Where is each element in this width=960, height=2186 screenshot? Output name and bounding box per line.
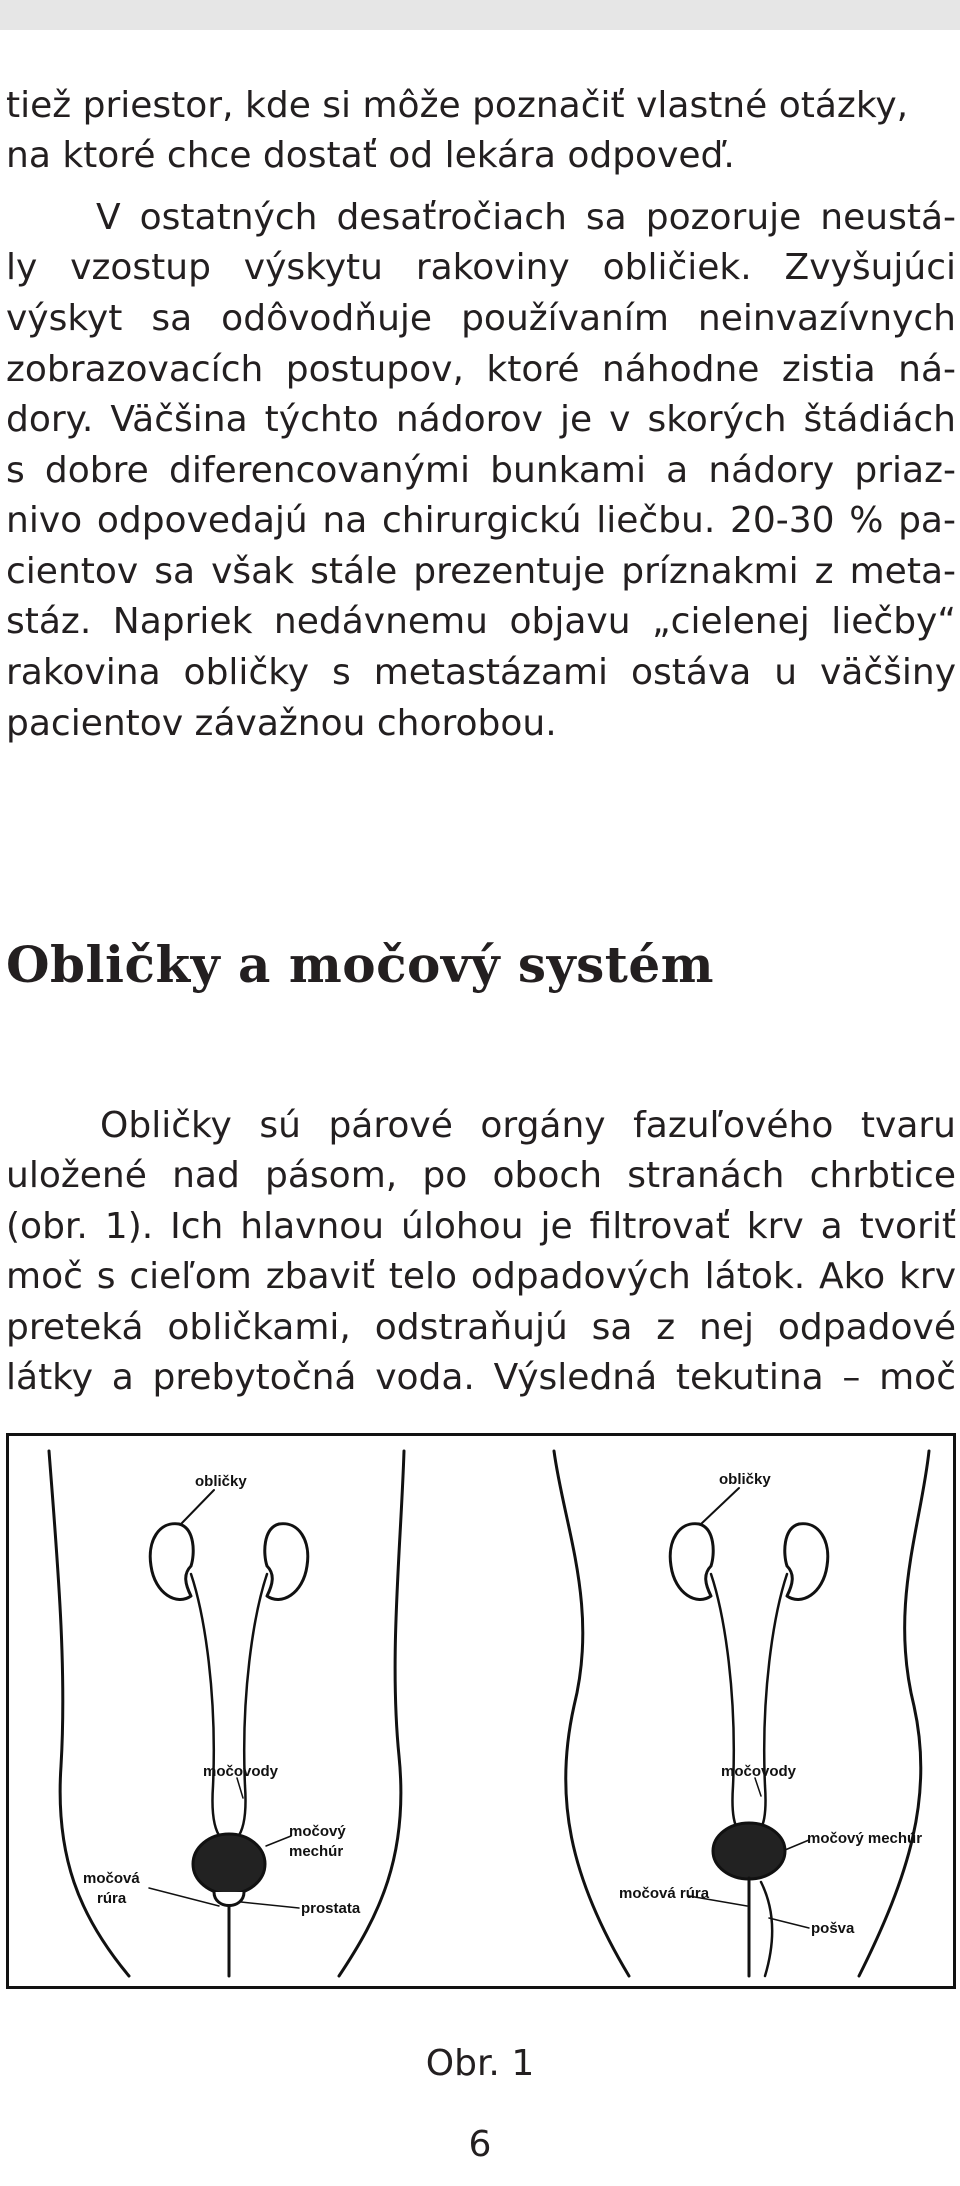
- text-line: V ostatných desaťročiach sa pozoruje neustá-: [96, 197, 956, 238]
- leader-line: [701, 1488, 739, 1524]
- text-line: na ktoré chce dostať od lekára odpoveď.: [6, 135, 735, 176]
- text-line: rakovina obličky s metastázami ostáva u väčšiny: [6, 652, 956, 693]
- leader-line: [755, 1778, 761, 1796]
- text-line: s dobre diferencovanými bunkami a nádory priaz-: [6, 450, 956, 491]
- male-body-outline: [339, 1451, 404, 1976]
- male-ureter: [191, 1574, 221, 1838]
- top-bar: [0, 0, 960, 30]
- female-vagina: [761, 1882, 772, 1976]
- label-male-kidneys: obličky: [195, 1473, 247, 1490]
- text-line: ly vzostup výskytu rakoviny obličiek. Zvyšujúci: [6, 247, 956, 288]
- urinary-system-figure: [6, 1433, 956, 1989]
- text-line: uložené nad pásom, po oboch stranách chrbtice: [6, 1155, 956, 1196]
- section-heading: Obličky a močový systém: [6, 935, 715, 994]
- female-right-kidney: [785, 1524, 828, 1600]
- label-female-kidneys: obličky: [719, 1471, 771, 1488]
- figure-caption: Obr. 1: [425, 2043, 535, 2084]
- leader-line: [237, 1778, 243, 1798]
- leader-line: [785, 1840, 809, 1850]
- male-bladder: [193, 1834, 265, 1894]
- female-bladder: [713, 1823, 785, 1879]
- female-left-kidney: [670, 1524, 713, 1600]
- male-prostate: [214, 1892, 244, 1906]
- text-line: (obr. 1). Ich hlavnou úlohou je filtrovať krv a tvoriť: [6, 1206, 956, 1247]
- female-body-outline: [554, 1451, 629, 1976]
- text-line: výskyt sa odôvodňuje používaním neinvazívnych: [6, 298, 956, 339]
- text-line: dory. Väčšina týchto nádorov je v skorých štádiách: [6, 399, 956, 440]
- label-female-bladder: močový mechúr: [807, 1830, 923, 1847]
- leader-line: [769, 1918, 809, 1928]
- text-line: cientov sa však stále prezentuje príznakmi z meta-: [6, 551, 956, 592]
- text-line: moč s cieľom zbaviť telo odpadových látok. Ako krv: [6, 1256, 956, 1297]
- text-line: nivo odpovedajú na chirurgickú liečbu. 20-30 % pa-: [6, 500, 956, 541]
- text-line: tiež priestor, kde si môže poznačiť vlastné otázky,: [6, 85, 909, 126]
- label-male-ureters: močovody: [203, 1763, 279, 1780]
- text-line: látky a prebytočná voda. Výsledná tekutina – moč: [6, 1357, 956, 1398]
- text-line: pacientov závažnou chorobou.: [6, 703, 557, 744]
- label-female-urethra: močová rúra: [619, 1885, 710, 1902]
- figure-illustration: [9, 1436, 953, 1986]
- label-female-ureters: močovody: [721, 1763, 797, 1780]
- leader-line: [241, 1902, 299, 1908]
- label-male-prostate: prostata: [301, 1900, 361, 1917]
- leader-line: [149, 1888, 219, 1906]
- female-ureter: [759, 1574, 787, 1832]
- label-male-bladder-2: mechúr: [289, 1843, 344, 1860]
- male-right-kidney: [265, 1524, 308, 1600]
- text-line: stáz. Napriek nedávnemu objavu „cielenej liečby“: [6, 601, 956, 642]
- leader-line: [266, 1836, 291, 1846]
- female-body-outline: [859, 1451, 929, 1976]
- male-ureter: [237, 1574, 267, 1838]
- text-line: zobrazovacích postupov, ktoré náhodne zistia ná-: [6, 349, 956, 390]
- female-ureter: [711, 1574, 739, 1832]
- label-male-urethra-2: rúra: [97, 1890, 127, 1907]
- label-male-urethra-1: močová: [83, 1870, 140, 1887]
- label-male-bladder-1: močový: [289, 1823, 346, 1840]
- leader-line: [181, 1490, 214, 1524]
- label-female-vagina: pošva: [811, 1920, 855, 1937]
- male-left-kidney: [150, 1524, 193, 1600]
- page-number: 6: [468, 2124, 492, 2165]
- text-line: Obličky sú párové orgány fazuľového tvaru: [100, 1105, 956, 1146]
- text-line: preteká obličkami, odstraňujú sa z nej odpadové: [6, 1307, 956, 1348]
